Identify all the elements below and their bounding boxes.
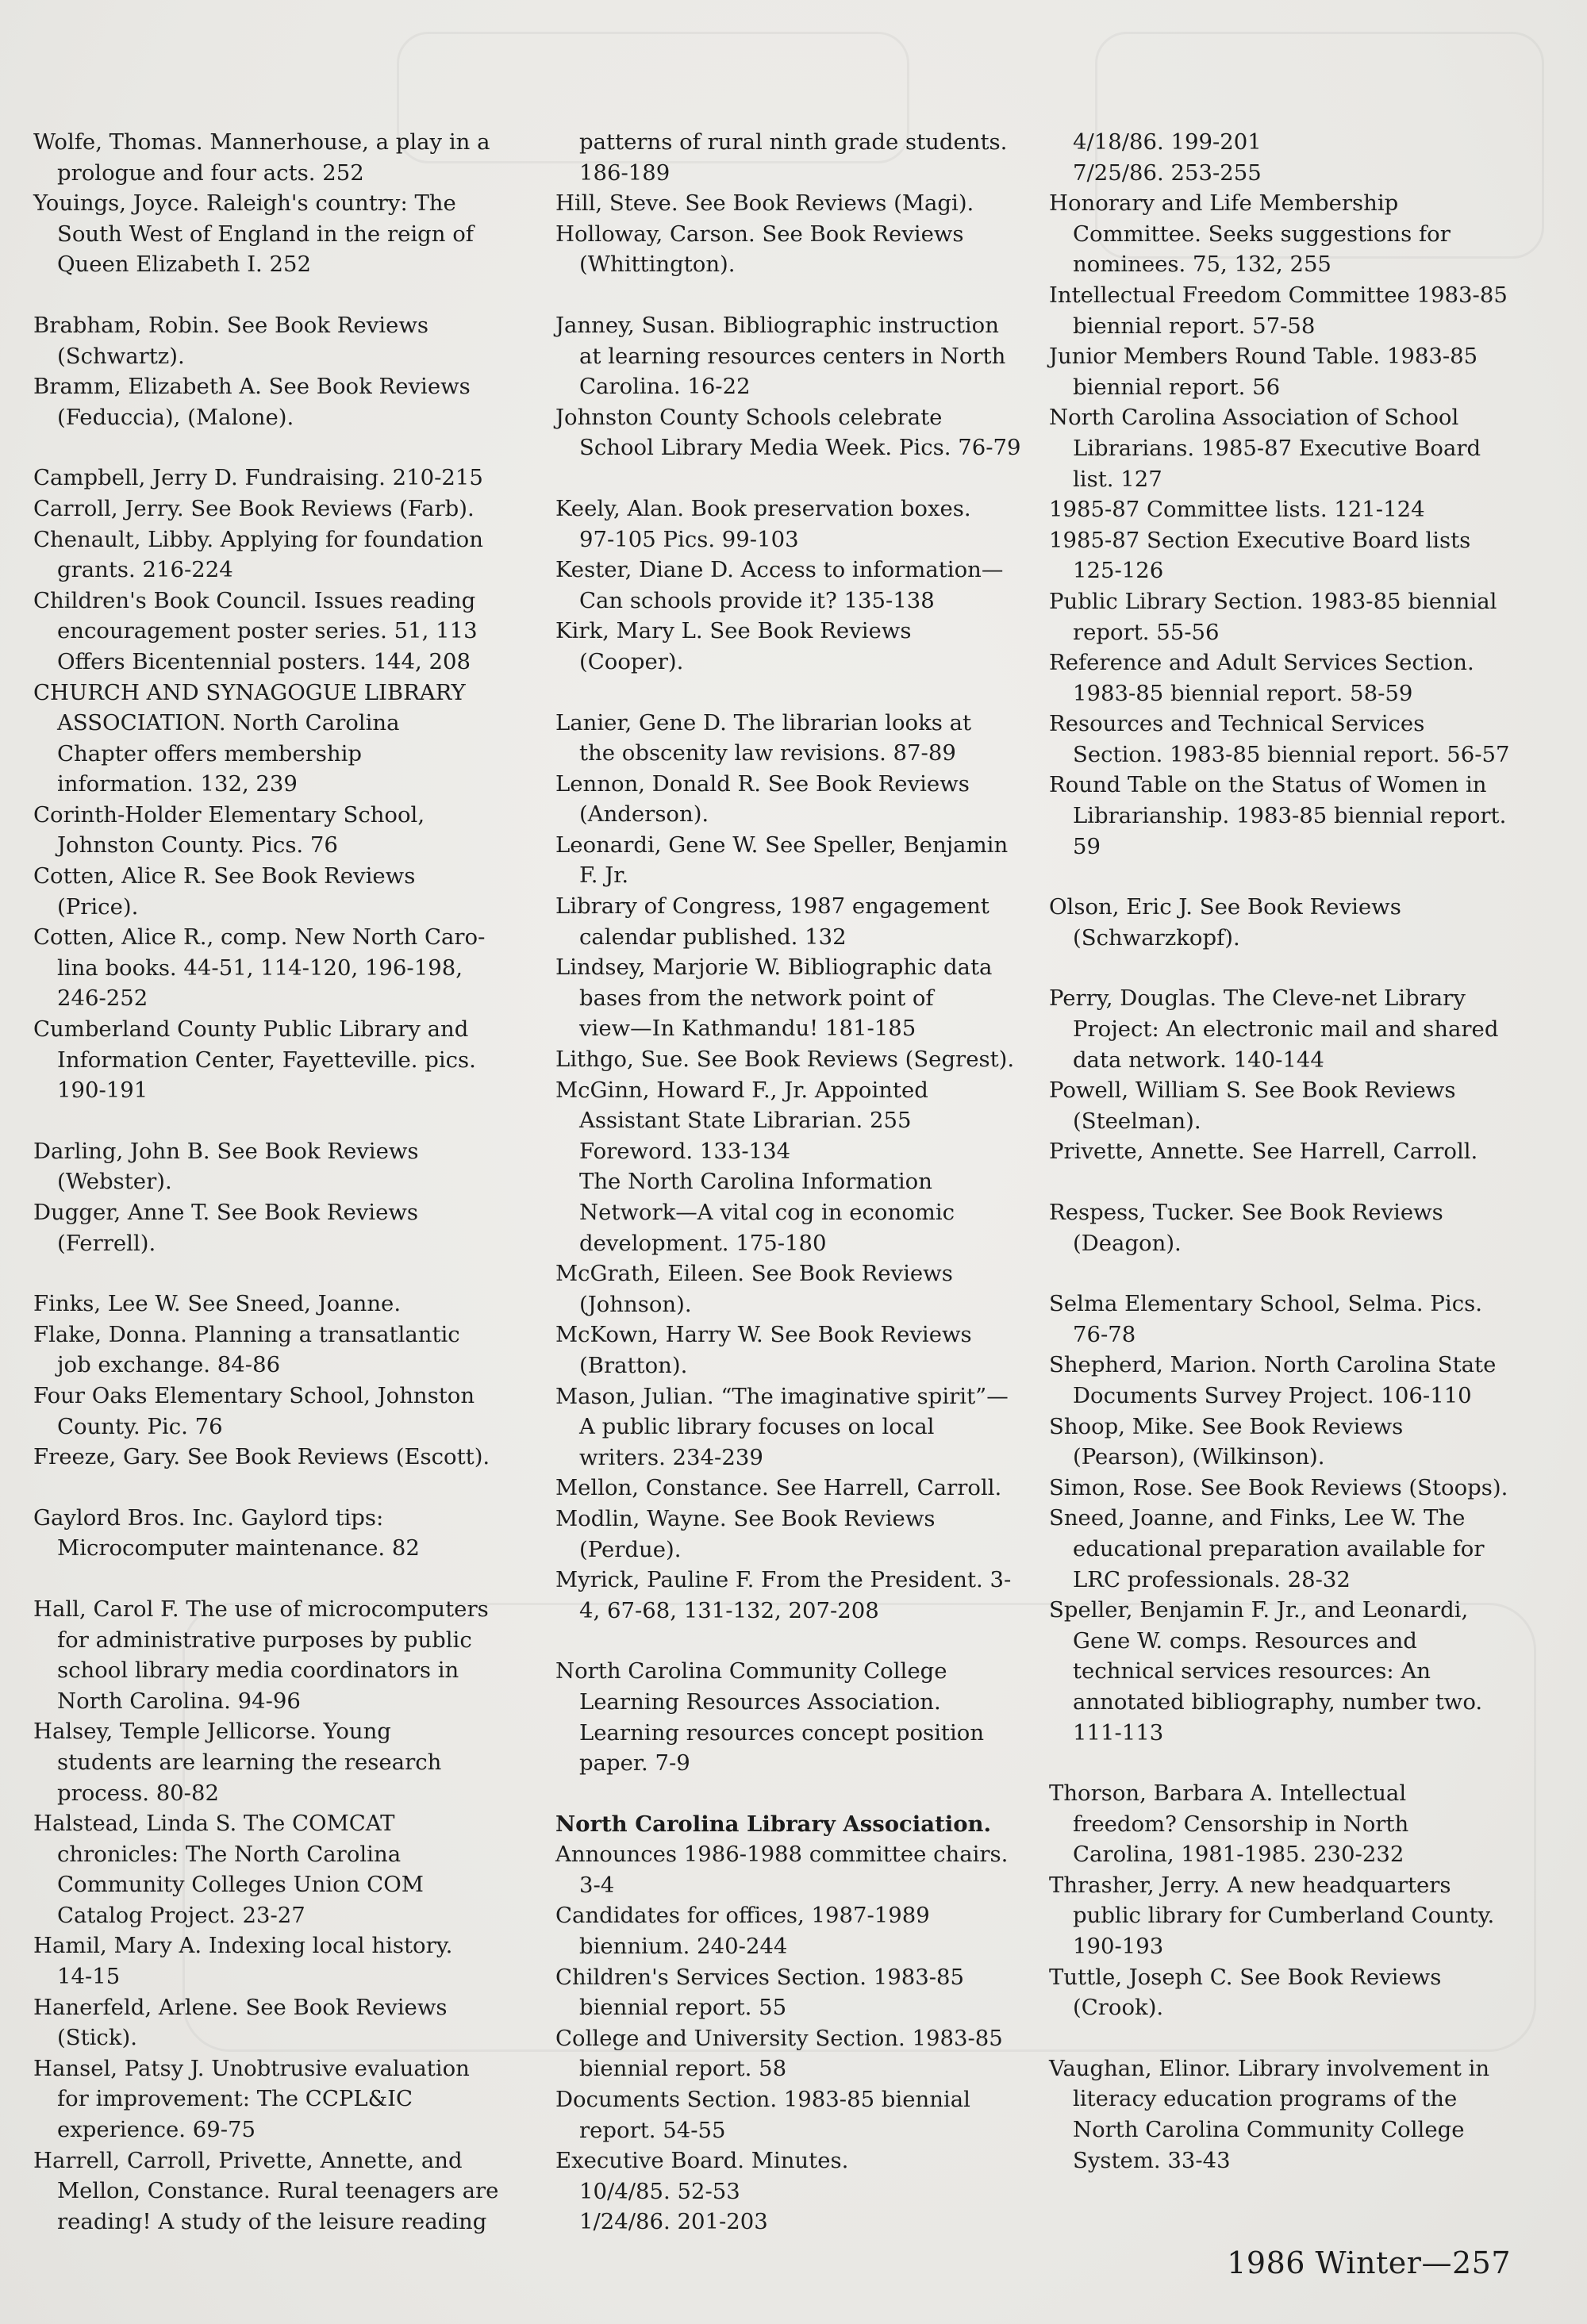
index-entry: Johnston County Schools celebrate School Library Media Week. Pics. 76-79 <box>555 404 1021 461</box>
index-entry: Reference and Adult Services Section. 1983-85 biennial report. 58-59 <box>1049 650 1474 706</box>
index-entry: Janney, Susan. Bibliographic instruction at learning resources centers in North Carolina. 16-22 <box>555 312 1006 400</box>
index-column-2 <box>555 127 1055 2238</box>
index-entry: Finks, Lee W. See Sneed, Joanne. <box>33 1291 402 1317</box>
index-entry: Bramm, Elizabeth A. See Book Reviews (Feduccia), (Malone). <box>33 374 471 430</box>
index-entry: CHURCH AND SYNAGOGUE LIBRARY ASSOCIATION. North Carolina Chapter offers membership information. 132, 239 <box>33 679 466 797</box>
index-entry: Chenault, Libby. Applying for foundation grants. 216-224 <box>33 526 483 583</box>
index-entry: Shepherd, Marion. North Carolina State Documents Survey Project. 106-110 <box>1049 1352 1497 1408</box>
index-entry: Myrick, Pauline F. From the President. 3- 4, 67-68, 131-132, 207-208 <box>555 1567 1012 1623</box>
index-entry: Cumberland County Public Library and Information Center, Fayetteville. pics. 190-191 <box>33 1016 476 1104</box>
index-column-1 <box>33 127 525 2237</box>
index-entry: Halsey, Temple Jellicorse. Young students are learning the research process. 80-82 <box>33 1719 442 1806</box>
index-entry: Wolfe, Thomas. Mannerhouse, a play in a prologue and four acts. 252 <box>33 129 490 186</box>
index-entry: Four Oaks Elementary School, Johnston County. Pic. 76 <box>33 1382 475 1439</box>
index-entry: Junior Members Round Table. 1983-85 biennial report. 56 <box>1049 344 1478 400</box>
index-entry: North Carolina Library Association. <box>555 1811 992 1837</box>
index-entry: Hansel, Patsy J. Unobtrusive evaluation for improvement: The CCPL&IC experience. 69-75 <box>33 2055 470 2143</box>
index-entry: Library of Congress, 1987 engagement calendar published. 132 <box>555 893 989 950</box>
index-entry: Holloway, Carson. See Book Reviews (Whittington). <box>555 221 964 278</box>
index-entry: Round Table on the Status of Women in Librarianship. 1983-85 biennial report. 59 <box>1049 772 1507 859</box>
index-entry: Cotten, Alice R., comp. New North Caro- lina books. 44-51, 114-120, 196-198, 246-252 <box>33 924 486 1012</box>
index-entry: Sneed, Joanne, and Finks, Lee W. The educational preparation available for LRC professionals. 28-32 <box>1049 1505 1485 1592</box>
index-entry: McGrath, Eileen. See Book Reviews (Johnson). <box>555 1261 953 1317</box>
index-entry: Perry, Douglas. The Cleve-net Library Project: An electronic mail and shared data network. 140-144 <box>1049 985 1499 1073</box>
index-entry: Kirk, Mary L. See Book Reviews (Cooper). <box>555 618 912 674</box>
index-entry: patterns of rural ninth grade students. 186-189 <box>579 129 1008 186</box>
index-entry: 4/18/86. 199-201 7/25/86. 253-255 <box>1073 129 1262 186</box>
index-entry: Keely, Alan. Book preservation boxes. 97-105 Pics. 99-103 <box>555 495 971 552</box>
index-entry: College and University Section. 1983-85 biennial report. 58 <box>555 2025 1003 2082</box>
index-entry: Public Library Section. 1983-85 biennial report. 55-56 <box>1049 588 1497 645</box>
index-entry: McGinn, Howard F., Jr. Appointed Assistant State Librarian. 255 Foreword. 133-134 The North Carolina Information Network—A vital cog in economic development. 175-180 <box>555 1077 955 1256</box>
index-entry: North Carolina Association of School Librarians. 1985-87 Executive Board list. 127 <box>1049 405 1481 492</box>
index-entry: Intellectual Freedom Committee 1983-85 biennial report. 57-58 <box>1049 282 1508 339</box>
index-entry: Freeze, Gary. See Book Reviews (Escott). <box>33 1444 490 1470</box>
index-entry: Modlin, Wayne. See Book Reviews (Perdue). <box>555 1505 936 1562</box>
index-entry: Thorson, Barbara A. Intellectual freedom? Censorship in North Carolina, 1981-1985. 230-232 <box>1049 1780 1409 1868</box>
index-entry: Lithgo, Sue. See Book Reviews (Segrest). <box>555 1047 1015 1073</box>
index-entry: Carroll, Jerry. See Book Reviews (Farb). <box>33 495 475 521</box>
index-entry: Hill, Steve. See Book Reviews (Magi). <box>555 190 974 217</box>
index-entry: Powell, William S. See Book Reviews (Steelman). <box>1049 1077 1456 1134</box>
index-entry: 1985-87 Committee lists. 121-124 <box>1049 497 1425 523</box>
index-entry: Executive Board. Minutes. 10/4/85. 52-53 1/24/86. 201-203 <box>555 2148 849 2235</box>
index-entry: Children's Book Council. Issues reading encouragement poster series. 51, 113 Offers Bicentennial posters. 144, 208 <box>33 587 478 674</box>
index-entry: Hall, Carol F. The use of microcomputers for administrative purposes by public school library media coordinators in North Carolina. 94-96 <box>33 1596 489 1714</box>
index-entry: Privette, Annette. See Harrell, Carroll. <box>1049 1139 1478 1165</box>
index-entry: Youings, Joyce. Raleigh's country: The South West of England in the reign of Queen Elizabeth I. 252 <box>33 190 474 278</box>
index-column-3 <box>1049 127 1557 2176</box>
index-entry: Flake, Donna. Planning a transatlantic job exchange. 84-86 <box>33 1321 460 1378</box>
index-entry: Gaylord Bros. Inc. Gaylord tips: Microcomputer maintenance. 82 <box>33 1504 420 1561</box>
index-entry: 1985-87 Section Executive Board lists 125-126 <box>1049 527 1471 584</box>
index-entry: Harrell, Carroll, Privette, Annette, and Mellon, Constance. Rural teenagers are reading! A study of the leisure reading <box>33 2147 499 2234</box>
index-entry: Mellon, Constance. See Harrell, Carroll. <box>555 1475 1002 1501</box>
index-entry: Halstead, Linda S. The COMCAT chronicles: The North Carolina Community Colleges Union COM Catalog Project. 23-27 <box>33 1811 424 1928</box>
index-entry: Documents Section. 1983-85 biennial report. 54-55 <box>555 2087 970 2143</box>
index-entry: Dugger, Anne T. See Book Reviews (Ferrell). <box>33 1200 419 1256</box>
index-entry: Resources and Technical Services Section. 1983-85 biennial report. 56-57 <box>1049 711 1510 767</box>
index-entry: Hanerfeld, Arlene. See Book Reviews (Stick). <box>33 1994 448 2051</box>
index-entry: Leonardi, Gene W. See Speller, Benjamin F. Jr. <box>555 832 1009 889</box>
index-entry: Tuttle, Joseph C. See Book Reviews (Crook). <box>1049 1964 1442 2021</box>
index-entry: Campbell, Jerry D. Fundraising. 210-215 <box>33 465 483 491</box>
index-entry: Kester, Diane D. Access to information— Can schools provide it? 135-138 <box>555 557 1004 613</box>
index-entry: Lennon, Donald R. See Book Reviews (Anderson). <box>555 770 970 828</box>
index-entry: Brabham, Robin. See Book Reviews (Schwartz). <box>33 312 428 369</box>
index-entry: Candidates for offices, 1987-1989 biennium. 240-244 <box>555 1903 930 1960</box>
index-entry: Respess, Tucker. See Book Reviews (Deagon). <box>1049 1200 1443 1256</box>
index-entry: Shoop, Mike. See Book Reviews (Pearson), (Wilkinson). <box>1049 1413 1404 1470</box>
index-entry: Selma Elementary School, Selma. Pics. 76-78 <box>1049 1291 1482 1347</box>
index-entry: Corinth-Holder Elementary School, Johnston County. Pics. 76 <box>33 801 425 859</box>
index-entry: Lanier, Gene D. The librarian looks at the obscenity law revisions. 87-89 <box>555 709 972 766</box>
index-entry: McKown, Harry W. See Book Reviews (Bratton). <box>555 1322 972 1378</box>
index-entry: Simon, Rose. See Book Reviews (Stoops). <box>1049 1474 1508 1500</box>
index-entry: Announces 1986-1988 committee chairs. 3-4 <box>555 1842 1009 1898</box>
index-entry: Mason, Julian. “The imaginative spirit”— A public library focuses on local writers. 234-239 <box>555 1383 1009 1470</box>
index-entry: Darling, John B. See Book Reviews (Webster). <box>33 1138 419 1195</box>
page-footer: 1986 Winter—257 <box>1227 2245 1511 2280</box>
index-entry: Honorary and Life Membership Committee. Seeks suggestions for nominees. 75, 132, 255 <box>1049 190 1451 278</box>
index-entry: Vaughan, Elinor. Library involvement in literacy education programs of the North Carolina Community College System. 33-43 <box>1049 2055 1490 2173</box>
index-entry: Lindsey, Marjorie W. Bibliographic data bases from the network point of view—In Kathmandu! 181-185 <box>555 955 993 1042</box>
index-entry: Olson, Eric J. See Book Reviews (Schwarzkopf). <box>1049 894 1401 951</box>
index-entry: Thrasher, Jerry. A new headquarters public library for Cumberland County. 190-193 <box>1049 1872 1495 1960</box>
index-entry: Speller, Benjamin F. Jr., and Leonardi, Gene W. comps. Resources and technical services resources: An annotated bibliography, number two. 111-113 <box>1049 1597 1483 1746</box>
index-entry: Hamil, Mary A. Indexing local history. 14-15 <box>33 1933 453 1990</box>
index-entry: Children's Services Section. 1983-85 biennial report. 55 <box>555 1964 964 2021</box>
index-entry: Cotten, Alice R. See Book Reviews (Price). <box>33 863 416 920</box>
index-entry: North Carolina Community College Learning Resources Association. Learning resources concept position paper. 7-9 <box>555 1658 985 1777</box>
